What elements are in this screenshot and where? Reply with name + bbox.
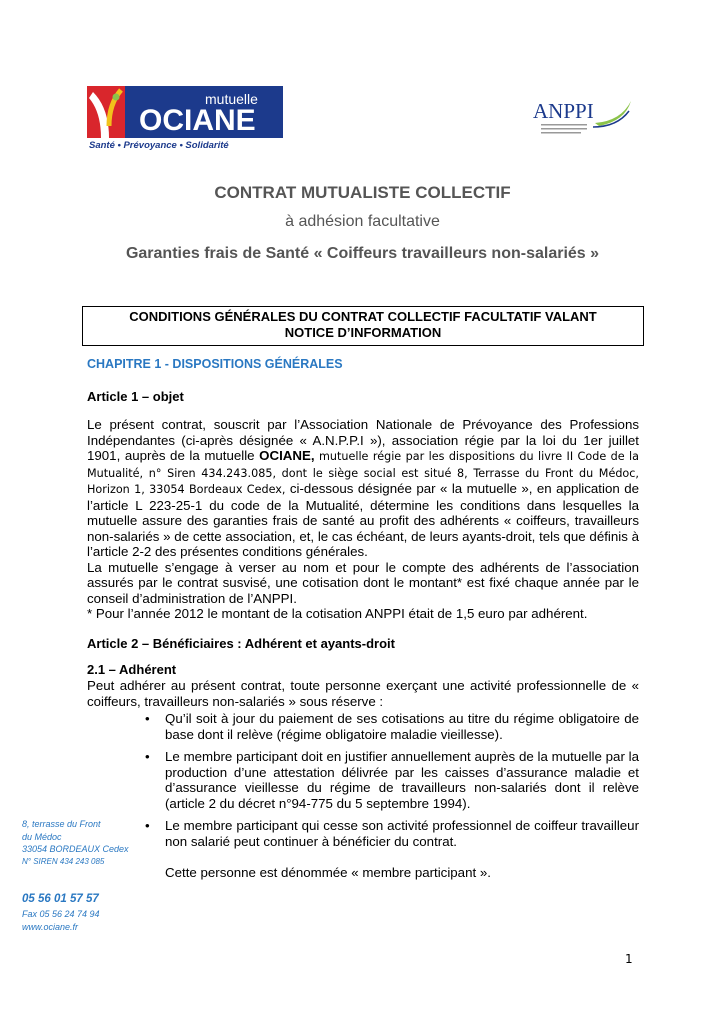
sidebar-address-line1: 8, terrasse du Front [22,819,101,829]
article2-conditions-list [87,711,639,849]
list-item: • Le membre participant qui cesse son activité professionnel de coiffeur travailleur non salarié peut continuer à bénéficier du contrat. [145,818,639,849]
contract-subtitle: à adhésion facultative [285,213,440,230]
anppi-logo [533,95,633,137]
article2-closing: Cette personne est dénommée « membre participant ». [165,865,491,880]
conditions-box [82,306,644,346]
list-item: • Qu’il soit à jour du paiement de ses cotisations au titre du régime obligatoire de base dont il relève (régime obligatoire maladie vieillesse). [145,711,639,742]
page-number: 1 [625,952,633,966]
article2-heading: Article 2 – Bénéficiaires : Adhérent et ayants-droit [87,636,396,651]
article1-heading: Article 1 – objet [87,389,184,404]
contract-subject: Garanties frais de Santé « Coiffeurs travailleurs non-salariés » [125,245,600,262]
ociane-logo-tagline: Santé • Prévoyance • Solidarité [89,140,229,151]
conditions-box-line1: CONDITIONS GÉNÉRALES DU CONTRAT COLLECTIF FACULTATIF VALANT [129,309,597,324]
sidebar-address-line2: du Médoc [22,831,62,842]
ociane-logo-line2: OCIANE [139,104,256,137]
article1-paragraph1: Le présent contrat, souscrit par l’Association Nationale de Prévoyance des Professions Indépendantes (ci-après désignée « A.N.P.P.I »), association régie par la loi du 1er juillet 1901, auprès de la mutuelle OCIANE, mutuelle régie par les dispositions du livre II Code de la Mutualité, n° Siren 434.243.085, dont le siège social est situé 8, Terrasse du Front du Médoc, Horizon 1, 33054 Bordeaux Cedex, ci-dessous désignée par « la mutuelle », en application de l’article L 223-25-1 du code de la Mutualité, détermine les conditions dans lesquelles la mutuelle assure des garanties frais de santé au profit des adhérents « coiffeurs, travailleurs non-salariés » de cette association, et, le cas échéant, de leurs ayants-droit, tels que définis à l’article 2-2 des présentes conditions générales. [87,417,639,559]
article1-paragraph3: * Pour l’année 2012 le montant de la cotisation ANPPI était de 1,5 euro par adhérent. [87,606,588,621]
contract-title: CONTRAT MUTUALISTE COLLECTIF [214,183,511,202]
ociane-logo [87,86,283,152]
sidebar-web-link[interactable]: www.ociane.fr [22,921,79,932]
article2-body [87,678,639,881]
sidebar-contact [22,908,100,933]
sidebar-fax: Fax 05 56 24 74 94 [22,909,100,919]
sidebar-address-line3: 33054 BORDEAUX Cedex [22,844,129,854]
chapter-heading: CHAPITRE 1 - DISPOSITIONS GÉNÉRALES [87,357,343,371]
anppi-logo-name: ANPPI [533,99,594,123]
ociane-logo-line1: mutuelle [205,91,258,107]
article2-subheading: 2.1 – Adhérent [87,662,177,677]
article1-paragraph2: La mutuelle s’engage à verser au nom et pour le compte des adhérents de l’association assurés par le contrat susvisé, une cotisation dont le montant* est fixé chaque année par le conseil d’administration de l’ANPPI. [87,559,639,606]
conditions-box-line2: NOTICE D’INFORMATION [284,325,442,340]
sidebar-address [22,818,129,868]
article2-intro: Peut adhérer au présent contrat, toute personne exerçant une activité professionnelle de « coiffeurs, travailleurs non-salariés » sous réserve : [87,678,639,709]
sidebar-phone: 05 56 01 57 57 [22,893,99,905]
list-item: • Le membre participant doit en justifier annuellement auprès de la mutuelle par la production d’une attestation délivrée par les caisses d’assurance maladie et d’assurance vieillesse du régime de travailleurs non-salariés dont il relève (article 2 du décret n°94-775 du 5 septembre 1994). [145,749,639,811]
article1-body [87,417,639,622]
sidebar-siren: N° SIREN 434 243 085 [22,856,105,866]
